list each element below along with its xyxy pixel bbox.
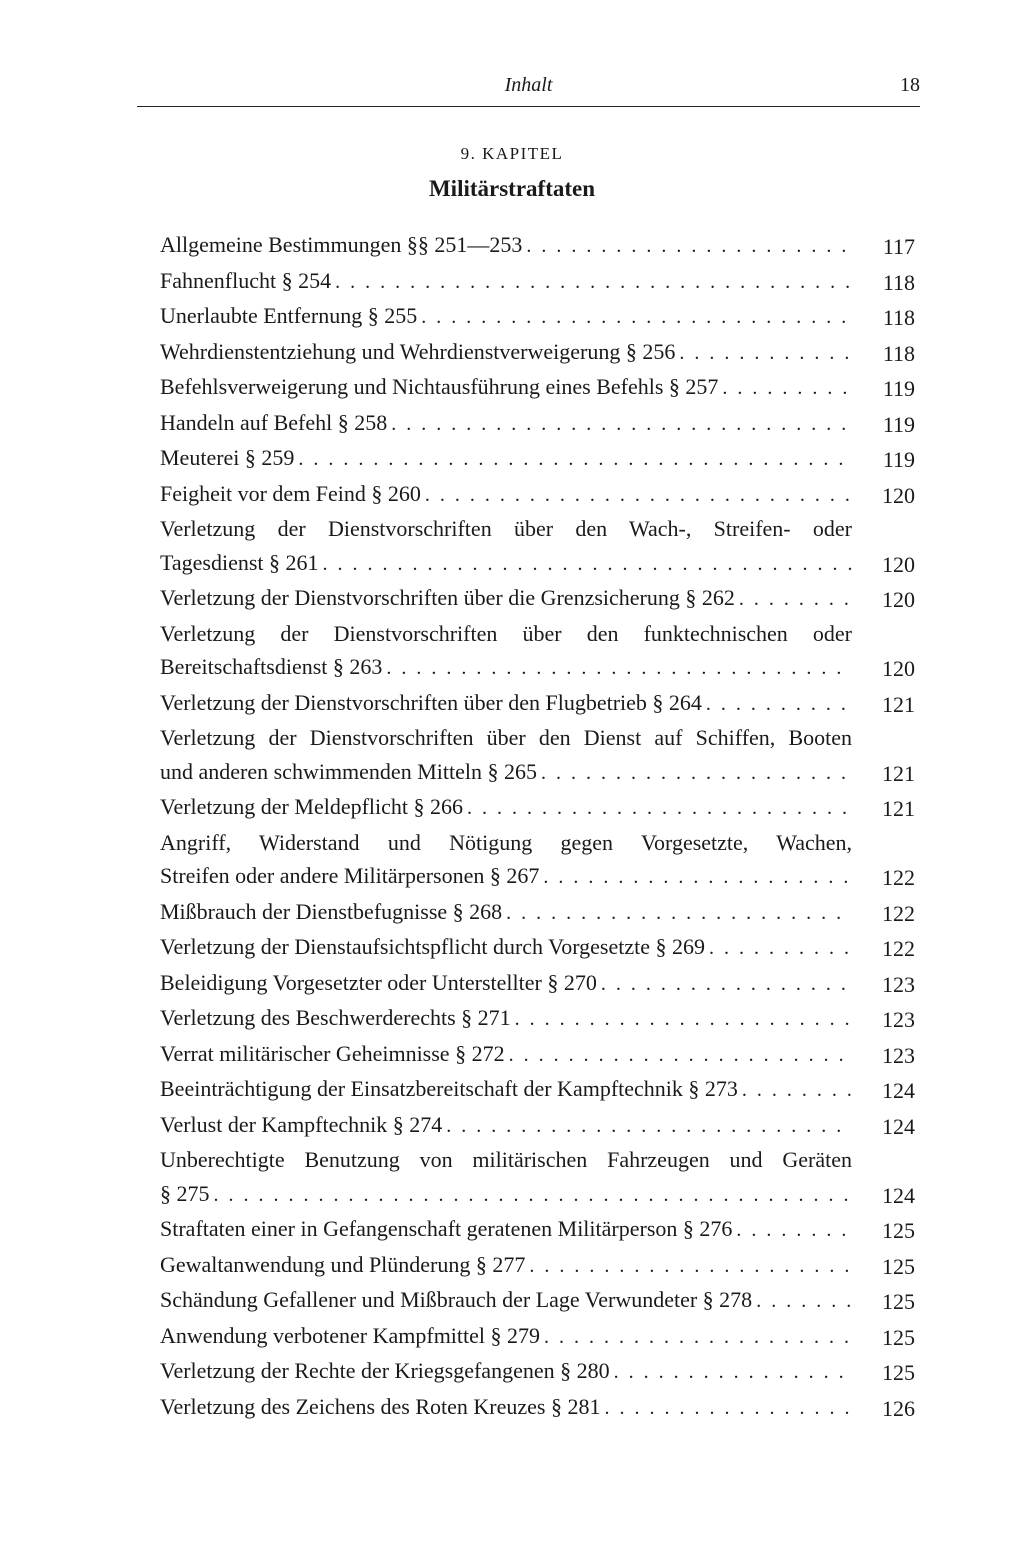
toc-entry-last-line [160,441,852,477]
toc-entry-line: Verletzung des Beschwerderechts § 271 [160,1005,511,1030]
toc-entry-text [160,1283,852,1319]
dot-leader [702,688,852,722]
toc-entry-page: 121 [882,796,915,821]
toc-entry-last-line [160,650,852,686]
chapter-title: Militärstraftaten [428,176,596,201]
dot-leader [597,968,852,1002]
toc-entry [160,1108,915,1144]
toc-entry-text [160,721,852,790]
toc-entry-last-line [160,1248,852,1284]
toc-entry-last-line [160,930,852,966]
dot-leader [675,337,852,371]
toc-entry-last-line [160,1037,852,1073]
dot-leader [382,652,852,686]
toc-entry-last-line [160,581,852,617]
toc-entry-last-line [160,228,852,264]
toc-entry-text [160,1001,852,1037]
toc-entry-page: 118 [882,305,915,330]
toc-entry [160,441,915,477]
dot-leader [738,1074,852,1108]
dot-leader [442,1110,852,1144]
toc-entry-text [160,581,852,617]
toc-entry-line: Handeln auf Befehl § 258 [160,409,388,435]
dot-leader [522,230,852,264]
toc-entry-text [160,1037,852,1073]
toc-entry-page: 125 [882,1253,915,1279]
dot-leader [752,1285,852,1319]
toc-entry-text [160,1319,852,1355]
toc-entry-text [160,370,852,406]
dot-leader [600,1392,852,1426]
toc-entry [160,966,915,1002]
toc-entry [160,335,915,371]
dot-leader [735,583,852,617]
toc-entry-line: Verletzung der Dienstvorschriften über die Grenzsicherung § 262 [160,585,735,610]
toc-entry-line: Verletzung der Dienstvorschriften über den funktechnischen oder [160,620,852,646]
toc-entry-last-line [160,1177,852,1213]
toc-entry-text [160,441,852,477]
toc-entry-text [160,895,852,931]
toc-entry-page: 125 [882,1324,915,1350]
toc-entry-text [160,617,852,686]
page-number: 18 [900,74,920,96]
dot-leader [463,792,852,826]
toc-entry-page: 117 [882,234,915,259]
toc-entry-last-line [160,1390,852,1426]
toc-entry-line: Verletzung der Dienstvorschriften über den Dienst auf Schiffen, Booten [160,725,852,750]
dot-leader [502,897,852,931]
toc-entry-last-line [160,859,852,895]
toc-entry [160,1072,915,1108]
running-title: Inhalt [504,74,553,96]
dot-leader [539,861,852,895]
toc-entry [160,686,915,722]
toc-entry-page: 123 [882,1007,915,1032]
toc-entry-last-line [160,335,852,371]
toc-entry-line: Streifen oder andere Militärpersonen § 267 [160,863,540,888]
dot-leader [718,372,852,406]
toc-entry [160,370,915,406]
toc-entry-text [160,264,852,300]
toc-entry-line: Verlust der Kampftechnik § 274 [160,1111,443,1137]
toc-entry-page: 126 [882,1395,915,1421]
toc-entry-page: 123 [882,1042,915,1068]
toc-entry-line: § 275 [160,1180,210,1206]
toc-entry-text [160,930,852,966]
toc-entry-last-line [160,895,852,931]
toc-entry [160,790,915,826]
toc-entry [160,299,915,335]
toc-entry-page: 125 [882,1218,915,1243]
toc-entry [160,930,915,966]
toc-entry-text [160,1248,852,1284]
toc-entry-line: Verletzung der Dienstvorschriften über den Flugbetrieb § 264 [160,689,702,715]
toc-entry-last-line [160,299,852,335]
toc-entry [160,1143,915,1212]
toc-entry [160,477,915,513]
toc-entry-text [160,826,852,895]
toc-entry-page: 120 [882,482,915,508]
toc-entry-page: 119 [882,411,915,437]
toc-entry-last-line [160,1283,852,1319]
toc-entry-text [160,1143,852,1212]
toc-entry-last-line [160,264,852,300]
toc-entry-line: Allgemeine Bestimmungen §§ 251—253 [160,232,523,257]
toc-entry-page: 120 [882,551,915,577]
toc-entry [160,512,915,581]
toc-entry-page: 119 [882,447,915,472]
toc-entry-line: Gewaltanwendung und Plünderung § 277 [160,1251,526,1277]
toc-entry-last-line [160,1319,852,1355]
dot-leader [331,266,852,300]
toc-entry [160,1283,915,1319]
toc-entry [160,721,915,790]
toc-entry-text [160,335,852,371]
toc-entry-line: Beleidigung Vorgesetzter oder Unterstellter § 270 [160,969,597,995]
toc-entry-text [160,406,852,442]
toc-entry-last-line [160,1212,852,1248]
toc-entry-line: Verletzung der Dienstaufsichtspflicht durch Vorgesetzte § 269 [160,934,705,959]
toc-entry-page: 124 [882,1182,915,1208]
toc-entry-line: Angriff, Widerstand und Nötigung gegen Vorgesetzte, Wachen, [160,829,852,855]
toc-entry-text [160,1072,852,1108]
toc-entry-last-line [160,477,852,513]
toc-entry [160,581,915,617]
toc-entry [160,617,915,686]
toc-entry-text [160,1212,852,1248]
chapter-label: 9. KAPITEL [460,144,564,163]
toc-entry-page: 124 [882,1078,915,1103]
toc-entry-text [160,477,852,513]
toc-entry [160,1319,915,1355]
toc-entry-text [160,790,852,826]
toc-entry-text [160,1390,852,1426]
toc-entry-line: Verletzung der Meldepflicht § 266 [160,794,464,819]
toc-entry-line: Verrat militärischer Geheimnisse § 272 [160,1040,505,1066]
toc-entry [160,1248,915,1284]
toc-entry-page: 118 [882,269,915,295]
toc-entry-text [160,299,852,335]
toc-entry-page: 122 [882,865,915,890]
dot-leader [387,408,852,442]
dot-leader [610,1356,852,1390]
toc-entry-line: Bereitschaftsdienst § 263 [160,654,383,679]
toc-entry-page: 120 [882,587,915,612]
toc-entry-text [160,966,852,1002]
toc-entry-last-line [160,755,852,791]
dot-leader [525,1250,852,1284]
toc-entry-page: 119 [882,376,915,401]
toc-entry-page: 121 [882,691,915,717]
dot-leader [421,479,852,513]
toc-entry-page: 125 [882,1289,915,1314]
toc-entry-line: Wehrdienstentziehung und Wehrdienstverweigerung § 256 [160,338,676,364]
toc-entry-line: Beeinträchtigung der Einsatzbereitschaft der Kampftechnik § 273 [160,1076,738,1101]
toc-entry-line: Mißbrauch der Dienstbefugnisse § 268 [160,898,503,924]
dot-leader [210,1179,853,1213]
dot-leader [732,1214,852,1248]
dot-leader [505,1039,852,1073]
toc-entry-line: Verletzung der Rechte der Kriegsgefangenen § 280 [160,1358,610,1383]
toc-entry-line: Meuterei § 259 [160,445,295,470]
toc-entry-line: Straftaten einer in Gefangenschaft geratenen Militärperson § 276 [160,1216,733,1241]
toc-entry-line: Schändung Gefallener und Mißbrauch der Lage Verwundeter § 278 [160,1287,753,1312]
dot-leader [294,443,852,477]
toc-entry-line: Verletzung des Zeichens des Roten Kreuzes § 281 [160,1393,601,1419]
toc-entry-line: Unberechtigte Benutzung von militärischen Fahrzeugen und Geräten [160,1147,852,1172]
toc-entry-line: Verletzung der Dienstvorschriften über den Wach-, Streifen- oder [160,516,852,541]
toc-entry-line: Tagesdienst § 261 [160,549,319,575]
toc-entry-text [160,1354,852,1390]
toc-entry-page: 120 [882,656,915,681]
dot-leader [705,932,852,966]
toc-entry [160,1354,915,1390]
toc-entry-last-line [160,1354,852,1390]
toc-entry-page: 118 [882,340,915,366]
toc-entry-line: Unerlaubte Entfernung § 255 [160,303,418,328]
table-of-contents [160,228,915,1425]
toc-entry-text [160,1108,852,1144]
dot-leader [417,301,852,335]
dot-leader [540,1321,852,1355]
toc-entry [160,228,915,264]
toc-entry-last-line [160,370,852,406]
toc-entry-last-line [160,1072,852,1108]
toc-entry-line: und anderen schwimmenden Mitteln § 265 [160,758,537,784]
toc-entry-text [160,228,852,264]
toc-entry-page: 122 [882,936,915,961]
toc-entry-line: Feigheit vor dem Feind § 260 [160,480,421,506]
toc-entry-page: 121 [882,760,915,786]
toc-entry-page: 125 [882,1360,915,1385]
toc-entry [160,264,915,300]
toc-entry-text [160,512,852,581]
running-header [137,74,920,107]
toc-entry-line: Anwendung verbotener Kampfmittel § 279 [160,1322,541,1348]
toc-entry [160,826,915,895]
toc-entry-line: Fahnenflucht § 254 [160,267,332,293]
toc-entry-page: 123 [882,971,915,997]
dot-leader [511,1003,852,1037]
toc-entry-last-line [160,1001,852,1037]
toc-entry-last-line [160,1108,852,1144]
toc-entry [160,406,915,442]
toc-entry [160,1001,915,1037]
toc-entry-last-line [160,966,852,1002]
toc-entry [160,895,915,931]
toc-entry-page: 122 [882,900,915,926]
toc-entry [160,1037,915,1073]
toc-entry-last-line [160,546,852,582]
toc-entry-line: Befehlsverweigerung und Nichtausführung eines Befehls § 257 [160,374,719,399]
toc-entry-last-line [160,790,852,826]
toc-entry [160,1390,915,1426]
toc-entry [160,1212,915,1248]
toc-entry-last-line [160,686,852,722]
toc-entry-last-line [160,406,852,442]
toc-entry-page: 124 [882,1113,915,1139]
toc-entry-text [160,686,852,722]
dot-leader [319,548,852,582]
dot-leader [537,757,852,791]
